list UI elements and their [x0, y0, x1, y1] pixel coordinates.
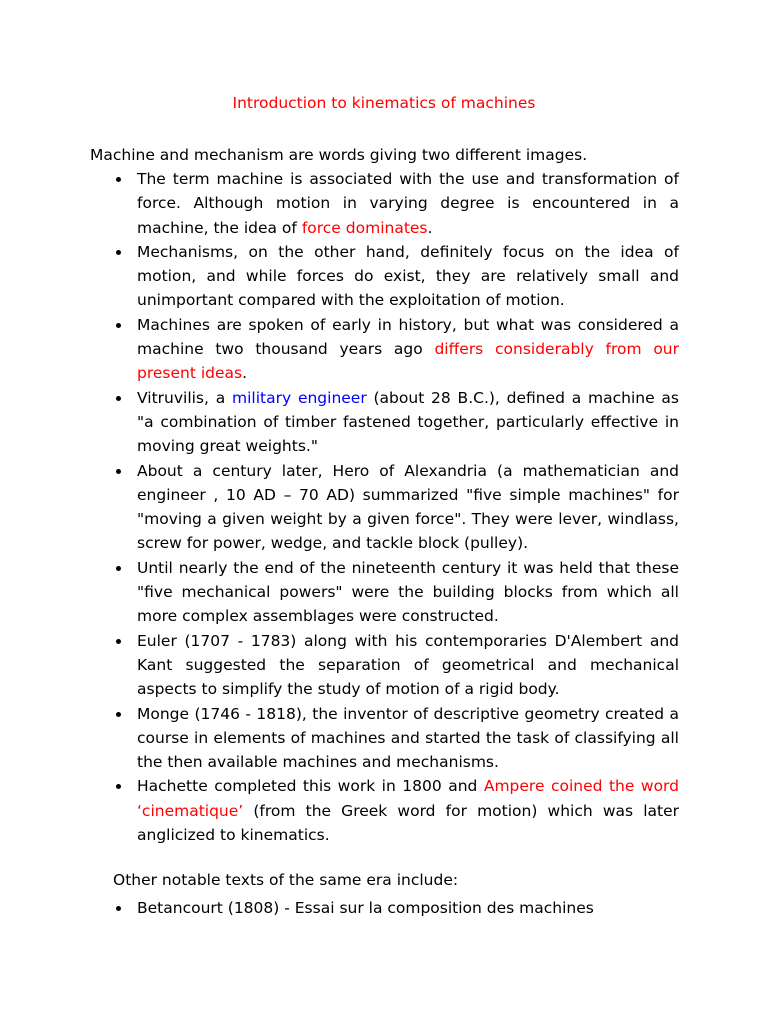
bullet-item-euler [90, 629, 679, 702]
bullet-text: Euler (1707 - 1783) along with his contemporaries D'Alembert and Kant suggested the separation of geometrical and mechanical aspects to simplify the study of motion of a rigid body. [137, 631, 679, 699]
bullet-text: Mechanisms, on the other hand, definitely focus on the idea of motion, and while forces do exist, they are relatively small and unimportant compared with the exploitation of motion. [137, 242, 679, 310]
bullet-item-hero [90, 459, 679, 556]
bullet-dot-icon [116, 712, 121, 717]
bullet-dot-icon [116, 323, 121, 328]
bullet-item-monge [90, 702, 679, 775]
document-title: Introduction to kinematics of machines [232, 94, 536, 112]
intro-paragraph: Machine and mechanism are words giving two different images. [90, 146, 588, 164]
bullet-text: Hachette completed this work in 1800 and [137, 777, 484, 796]
highlight-text: military engineer [232, 388, 367, 407]
bullet-dot-icon [116, 396, 121, 401]
bullet-text-end: . [242, 364, 248, 383]
bullet-text: The term machine is associated with the use and transformation of force. Although motion in varying degree is encountered in a machine, the idea of [137, 170, 679, 237]
others-item-text: Betancourt (1808) - Essai sur la composition des machines [137, 899, 594, 917]
bullet-item-mechanisms [90, 240, 679, 313]
bullet-item-history [90, 313, 679, 386]
bullet-dot-icon [116, 177, 121, 182]
others-list [90, 896, 679, 920]
bullet-text-end: (from the Greek word for motion) which was later anglicized to kinematics. [137, 801, 679, 845]
bullet-text: Vitruvilis, a [137, 388, 233, 407]
bullet-text: Until nearly the end of the nineteenth century it was held that these "five mechanical powers" were the building blocks from which all more complex assemblages were constructed. [137, 558, 679, 626]
others-item [90, 896, 679, 920]
bullet-dot-icon [116, 250, 121, 255]
bullet-dot-icon [116, 469, 121, 474]
others-heading: Other notable texts of the same era include: [113, 871, 459, 889]
highlight-text: force dominates [301, 218, 428, 237]
highlight-text: differs considerably from our present ideas [137, 340, 679, 383]
bullet-item-powers [90, 556, 679, 629]
bullet-dot-icon [116, 566, 121, 571]
bullet-text-end: (about 28 B.C.), defined a machine as "a combination of timber fastened together, particularly effective in moving great weights." [137, 388, 679, 456]
bullet-text-end: . [427, 218, 433, 237]
bullet-list [90, 167, 679, 847]
highlight-text: Ampere coined the word ‘cinematique’ [137, 777, 679, 820]
bullet-dot-icon [116, 784, 121, 789]
bullet-dot-icon [116, 906, 121, 911]
bullet-text: About a century later, Hero of Alexandria (a mathematician and engineer , 10 AD – 70 AD) summarized "five simple machines" for "moving a given weight by a given force". They were lever, windlass, screw for power, wedge, and tackle block (pulley). [137, 461, 679, 553]
bullet-text: Machines are spoken of early in history, but what was considered a machine two thousand years ago [137, 315, 679, 359]
bullet-item-vitruvilis [90, 386, 679, 459]
bullet-text: Monge (1746 - 1818), the inventor of descriptive geometry created a course in elements of machines and started the task of classifying all the then available machines and mechanisms. [137, 704, 679, 772]
bullet-item-force [90, 167, 679, 240]
bullet-item-hachette [90, 774, 679, 847]
bullet-dot-icon [116, 639, 121, 644]
